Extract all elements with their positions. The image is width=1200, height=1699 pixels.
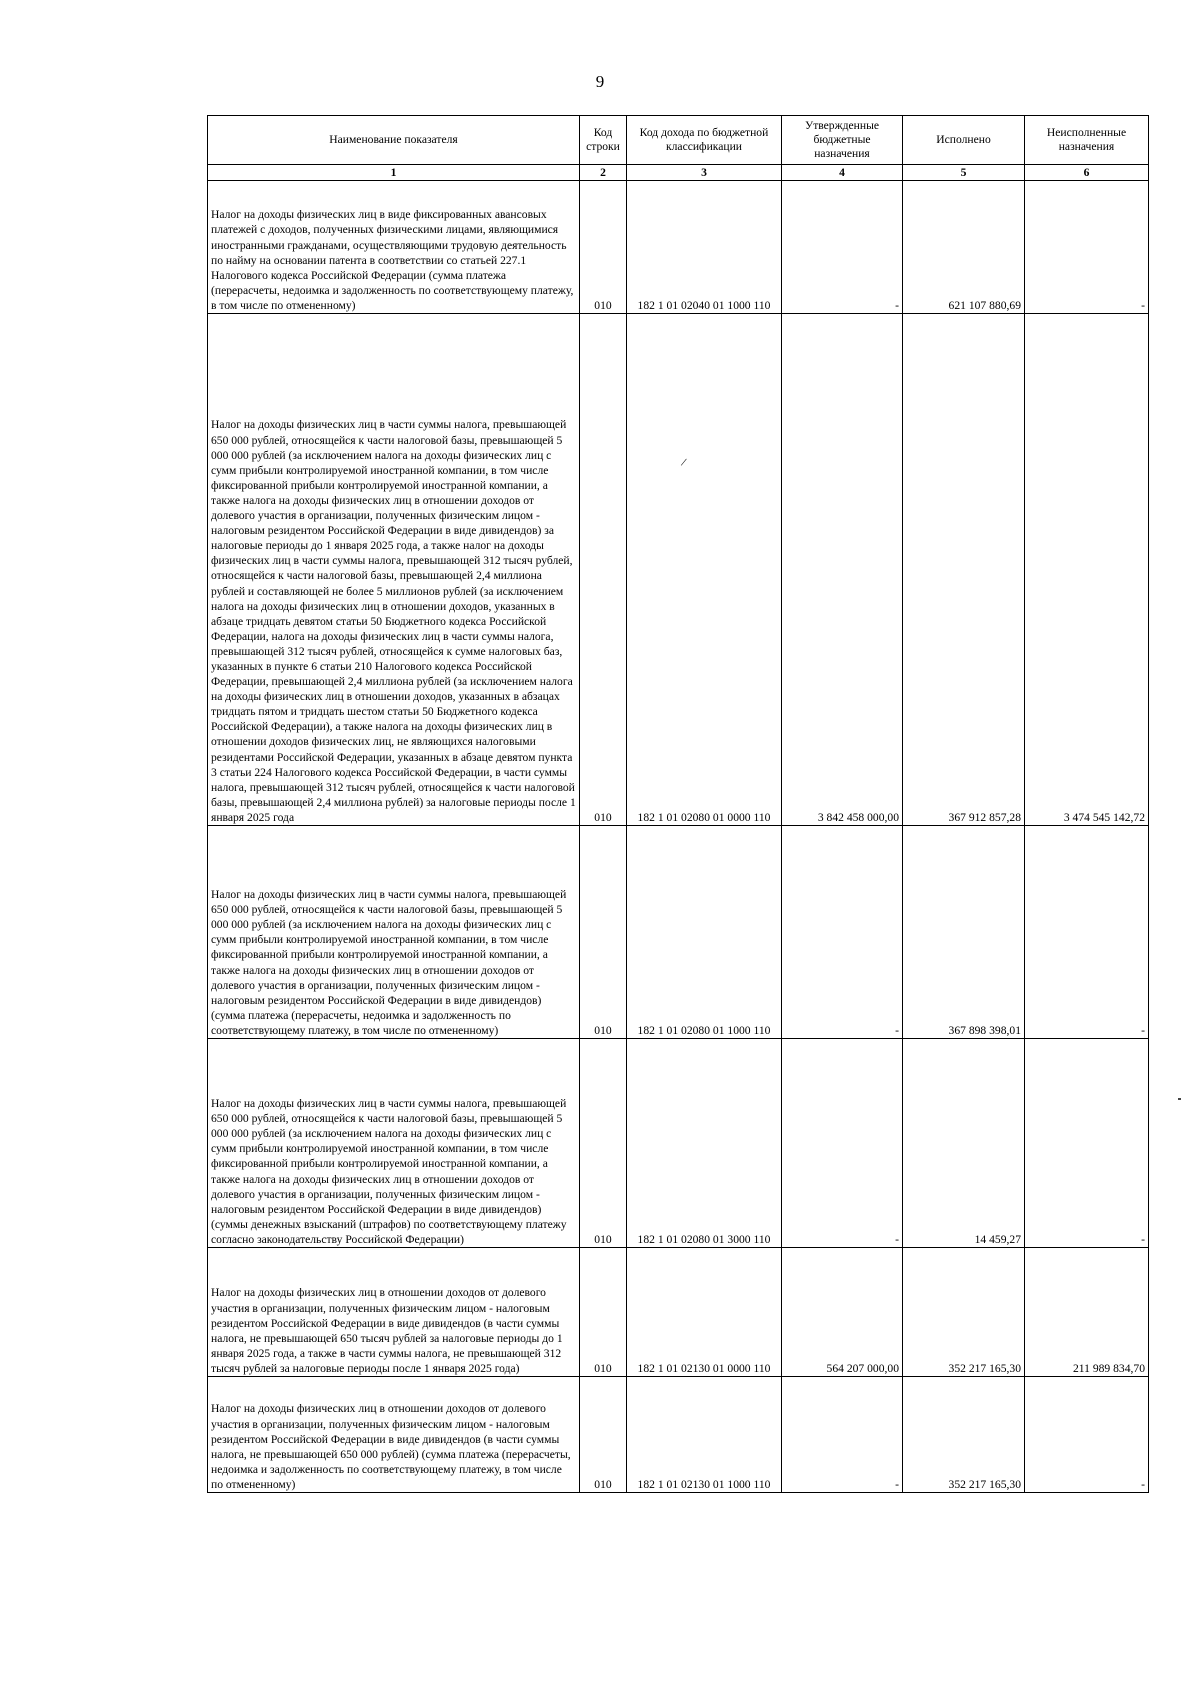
scan-pen-mark: / — [679, 454, 688, 470]
row-unexecuted: - — [1025, 1377, 1149, 1493]
row-line-code: 010 — [580, 826, 627, 1039]
column-number: 5 — [903, 165, 1025, 181]
row-income-code: 182 1 01 02130 01 0000 110 — [627, 1248, 782, 1377]
row-income-code: 182 1 01 02080 01 1000 110 — [627, 826, 782, 1039]
column-number: 2 — [580, 165, 627, 181]
row-indicator-name: Налог на доходы физических лиц в части суммы налога, превышающей 650 000 рублей, относящейся к части налоговой базы, превышающей 5 000 000 рублей (за исключением налога на доходы физических лиц с сумм прибыли контролируемой иностранной компании, в том числе фиксированной прибыли контролируемой иностранной компании, а также налога на доходы физических лиц в отношении доходов от долевого участия в организации, полученных физическим лицом - налоговым резидентом Российской Федерации в виде дивидендов) за налоговые периоды до 1 января 2025 года, а также налог на доходы физических лиц в части суммы налога, превышающей 312 тысяч рублей, относящейся к части налоговой базы, превышающей 2,4 миллиона рублей и составляющей не более 5 миллионов рублей (за исключением налога на доходы физических лиц в отношении доходов, указанных в абзаце тридцать девятом статьи 50 Бюджетного кодекса Российской Федерации, налога на доходы физических лиц в части суммы налога, превышающей 312 тысяч рублей, относящейся к сумме налоговых баз, указанных в пункте 6 статьи 210 Налогового кодекса Российской Федерации, превышающей 2,4 миллиона рублей (за исключением налога на доходы физических лиц в отношении доходов, указанных в абзацах тридцать пятом и тридцать шестом статьи 50 Бюджетного кодекса Российской Федерации), а также налога на доходы физических лиц в отношении доходов физических лиц, не являющихся налоговыми резидентами Российской Федерации, указанных в абзаце девятом пункта 3 статьи 224 Налогового кодекса Российской Федерации, в части суммы налога, превышающей 312 тысяч рублей, относящейся к части налоговой базы, превышающей 2,4 миллиона рублей) за налоговые периоды после 1 января 2025 года — [208, 314, 580, 826]
page-number: 9 — [595, 72, 605, 91]
header-name: Наименование показателя — [208, 116, 580, 165]
row-indicator-name: Налог на доходы физических лиц в виде фиксированных авансовых платежей с доходов, полученных физическими лицами, являющимися иностранными гражданами, осуществляющими трудовую деятельность по найму на основании патента в соответствии со статьей 227.1 Налогового кодекса Российской Федерации (сумма платежа (перерасчеты, недоимка и задолженность по соответствующему платежу, в том числе по отмененному) — [208, 181, 580, 314]
budget-execution-table — [207, 115, 1149, 1493]
table-header-row — [208, 116, 1149, 165]
scan-dot-mark — [1178, 1098, 1181, 1100]
row-executed: 367 912 857,28 — [903, 314, 1025, 826]
header-income-code: Код дохода по бюджетной классификации — [627, 116, 782, 165]
row-indicator-name: Налог на доходы физических лиц в отношении доходов от долевого участия в организации, полученных физическим лицом - налоговым резидентом Российской Федерации в виде дивидендов (в части суммы налога, не превышающей 650 000 рублей) (сумма платежа (перерасчеты, недоимка и задолженность по соответствующему платежу, в том числе по отмененному) — [208, 1377, 580, 1493]
row-indicator-name: Налог на доходы физических лиц в части суммы налога, превышающей 650 000 рублей, относящейся к части налоговой базы, превышающей 5 000 000 рублей (за исключением налога на доходы физических лиц с сумм прибыли контролируемой иностранной компании, в том числе фиксированной прибыли контролируемой иностранной компании, а также налога на доходы физических лиц в отношении доходов от долевого участия в организации, полученных физическим лицом - налоговым резидентом Российской Федерации в виде дивидендов) (сумма платежа (перерасчеты, недоимка и задолженность по соответствующему платежу, в том числе по отмененному) — [208, 826, 580, 1039]
row-approved: 564 207 000,00 — [782, 1248, 903, 1377]
table-row — [208, 1377, 1149, 1493]
row-unexecuted: 211 989 834,70 — [1025, 1248, 1149, 1377]
header-line-code: Код строки — [580, 116, 627, 165]
column-number: 1 — [208, 165, 580, 181]
row-executed: 352 217 165,30 — [903, 1248, 1025, 1377]
header-executed: Исполнено — [903, 116, 1025, 165]
row-indicator-name: Налог на доходы физических лиц в части суммы налога, превышающей 650 000 рублей, относящейся к части налоговой базы, превышающей 5 000 000 рублей (за исключением налога на доходы физических лиц с сумм прибыли контролируемой иностранной компании, в том числе фиксированной прибыли контролируемой иностранной компании, а также налога на доходы физических лиц в отношении доходов от долевого участия в организации, полученных физическим лицом - налоговым резидентом Российской Федерации в виде дивидендов) (суммы денежных взысканий (штрафов) по соответствующему платежу согласно законодательству Российской Федерации) — [208, 1039, 580, 1248]
row-line-code: 010 — [580, 181, 627, 314]
row-indicator-name: Налог на доходы физических лиц в отношении доходов от долевого участия в организации, полученных физическим лицом - налоговым резидентом Российской Федерации в виде дивидендов (в части суммы налога, не превышающей 650 тысяч рублей за налоговые периоды до 1 января 2025 года, а также в части суммы налога, не превышающей 312 тысяч рублей за налоговые периоды после 1 января 2025 года) — [208, 1248, 580, 1377]
row-unexecuted: - — [1025, 1039, 1149, 1248]
row-approved: - — [782, 826, 903, 1039]
header-approved: Утвержденные бюджетные назначения — [782, 116, 903, 165]
row-income-code: 182 1 01 02080 01 3000 110 — [627, 1039, 782, 1248]
row-line-code: 010 — [580, 1377, 627, 1493]
row-income-code: 182 1 01 02040 01 1000 110 — [627, 181, 782, 314]
table-row — [208, 1039, 1149, 1248]
row-line-code: 010 — [580, 1039, 627, 1248]
row-unexecuted: - — [1025, 181, 1149, 314]
row-income-code: 182 1 01 02080 01 0000 110 — [627, 314, 782, 826]
header-unexecuted: Неисполненные назначения — [1025, 116, 1149, 165]
row-executed: 367 898 398,01 — [903, 826, 1025, 1039]
row-line-code: 010 — [580, 1248, 627, 1377]
column-number: 6 — [1025, 165, 1149, 181]
row-unexecuted: - — [1025, 826, 1149, 1039]
table-row — [208, 314, 1149, 826]
row-executed: 621 107 880,69 — [903, 181, 1025, 314]
column-number: 3 — [627, 165, 782, 181]
row-approved: 3 842 458 000,00 — [782, 314, 903, 826]
row-executed: 352 217 165,30 — [903, 1377, 1025, 1493]
row-approved: - — [782, 181, 903, 314]
table-row — [208, 181, 1149, 314]
table-row — [208, 826, 1149, 1039]
row-executed: 14 459,27 — [903, 1039, 1025, 1248]
row-line-code: 010 — [580, 314, 627, 826]
column-number-row — [208, 165, 1149, 181]
row-unexecuted: 3 474 545 142,72 — [1025, 314, 1149, 826]
column-number: 4 — [782, 165, 903, 181]
row-approved: - — [782, 1377, 903, 1493]
row-income-code: 182 1 01 02130 01 1000 110 — [627, 1377, 782, 1493]
table-row — [208, 1248, 1149, 1377]
row-approved: - — [782, 1039, 903, 1248]
